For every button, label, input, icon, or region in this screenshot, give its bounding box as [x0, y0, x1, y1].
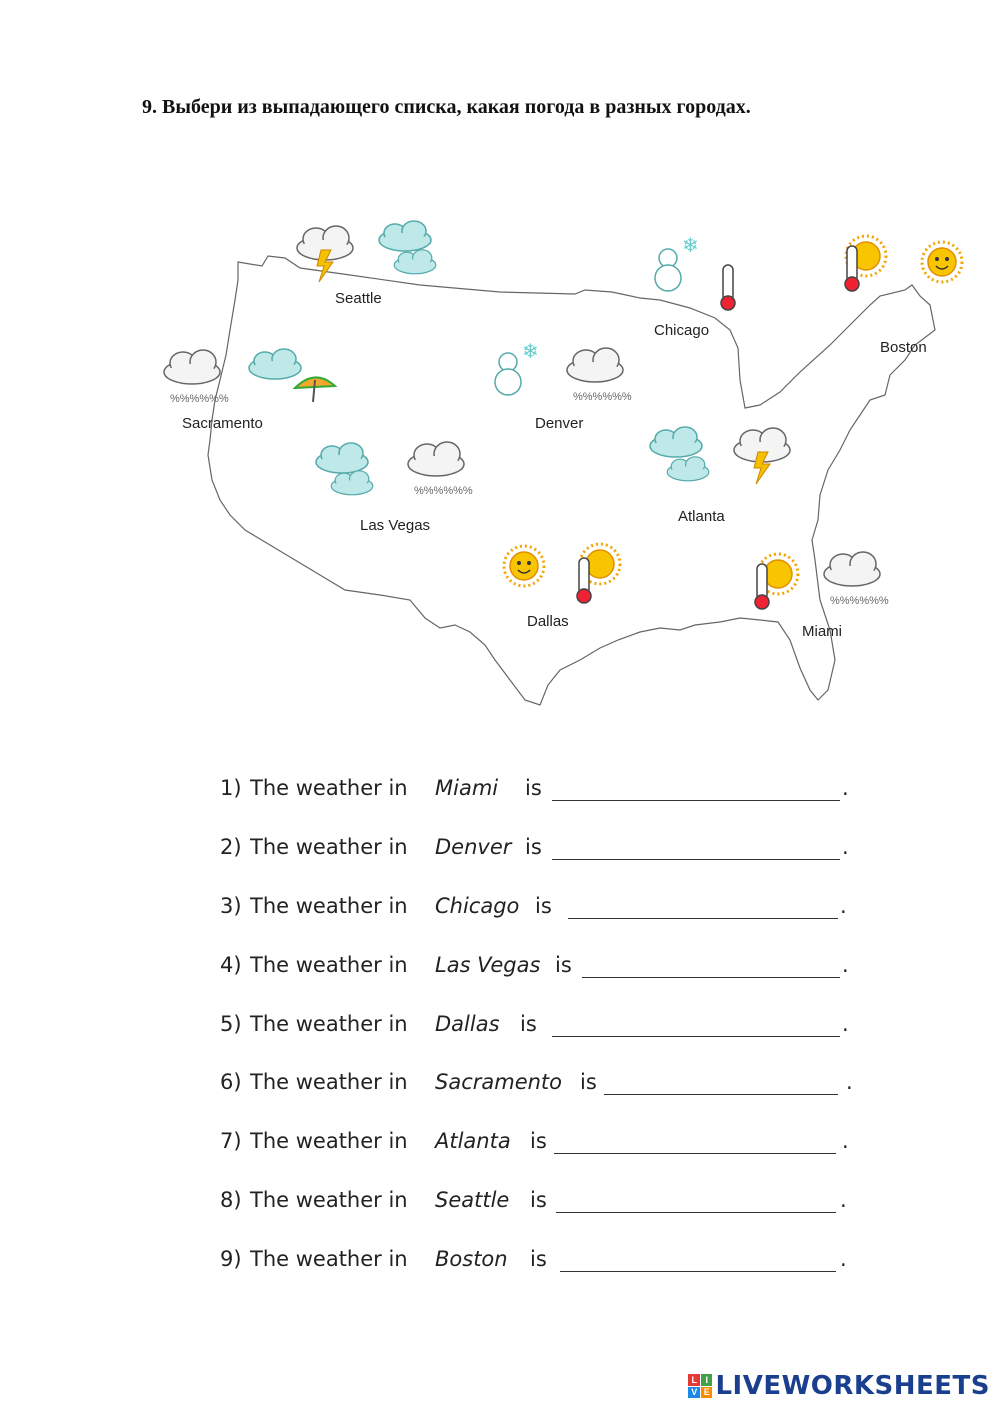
question-lead-text: The weather in	[250, 1070, 408, 1094]
question-end-period: .	[842, 835, 849, 859]
question-city: Atlanta	[435, 1129, 511, 1153]
question-is: is	[525, 776, 542, 800]
boston-smiling-sun-icon	[922, 242, 962, 282]
answer-blank[interactable]	[556, 1188, 836, 1213]
question-lead-text: The weather in	[250, 953, 408, 977]
question-city: Chicago	[435, 894, 520, 918]
city-label-miami: Miami	[802, 623, 842, 640]
question-is: is	[530, 1247, 547, 1271]
dallas-smiling-sun-icon	[504, 546, 544, 586]
question-is: is	[580, 1070, 597, 1094]
question-number: 1)	[220, 776, 242, 800]
question-lead-text: The weather in	[250, 1129, 408, 1153]
question-city: Dallas	[435, 1012, 500, 1036]
city-label-atlanta: Atlanta	[678, 508, 725, 525]
question-end-period: .	[842, 776, 849, 800]
question-end-period: .	[840, 894, 847, 918]
question-lead-text: The weather in	[250, 1188, 408, 1212]
question-end-period: .	[840, 1247, 847, 1271]
city-label-denver: Denver	[535, 415, 584, 432]
answer-blank[interactable]	[554, 1129, 836, 1154]
city-label-seattle: Seattle	[335, 290, 382, 307]
sacramento-rain-umbrella-icon	[249, 349, 335, 402]
question-number: 5)	[220, 1012, 242, 1036]
answer-blank[interactable]	[582, 953, 840, 978]
svg-text:%%%%%%: %%%%%%	[414, 485, 473, 497]
answer-blank[interactable]	[604, 1070, 838, 1095]
atlanta-storm-cloud-icon	[734, 428, 790, 484]
answer-blank[interactable]	[552, 835, 840, 860]
question-city: Miami	[435, 776, 499, 800]
svg-text:❄: ❄	[522, 341, 539, 363]
city-label-sacramento: Sacramento	[182, 415, 263, 432]
denver-snowman-icon	[495, 341, 539, 395]
liveworksheets-footer	[688, 1371, 990, 1401]
chicago-snowman-icon	[655, 235, 699, 291]
question-city: Seattle	[435, 1188, 510, 1212]
question-is: is	[555, 953, 572, 977]
question-lead-text: The weather in	[250, 894, 408, 918]
seattle-storm-cloud-icon	[297, 226, 353, 282]
answer-blank[interactable]	[560, 1247, 836, 1272]
question-city: Boston	[435, 1247, 508, 1271]
question-is: is	[530, 1129, 547, 1153]
sacramento-rain-cloud-icon	[164, 350, 229, 405]
liveworksheets-logo-icon: L I V E	[688, 1374, 712, 1398]
question-end-period: .	[842, 1012, 849, 1036]
question-lead-text: The weather in	[250, 835, 408, 859]
chicago-cold-thermometer-icon	[721, 265, 735, 310]
city-label-chicago: Chicago	[654, 322, 710, 339]
svg-text:%%%%%%: %%%%%%	[170, 393, 229, 405]
denver-rain-cloud-icon	[567, 348, 632, 403]
seattle-cloud-icon	[379, 221, 431, 251]
question-number: 9)	[220, 1247, 242, 1271]
question-number: 4)	[220, 953, 242, 977]
atlanta-cloud-icon	[650, 427, 702, 457]
question-number: 2)	[220, 835, 242, 859]
question-lead-text: The weather in	[250, 1012, 408, 1036]
city-label-boston: Boston	[880, 339, 927, 356]
city-label-las-vegas: Las Vegas	[360, 517, 431, 534]
question-is: is	[530, 1188, 547, 1212]
answer-blank[interactable]	[552, 776, 840, 801]
answer-blank[interactable]	[568, 894, 838, 919]
svg-text:❄: ❄	[682, 235, 699, 257]
question-number: 8)	[220, 1188, 242, 1212]
answer-blank[interactable]	[552, 1012, 840, 1037]
question-lead-text: The weather in	[250, 776, 408, 800]
question-city: Las Vegas	[435, 953, 541, 977]
question-end-period: .	[840, 1188, 847, 1212]
las-vegas-rain-cloud-icon	[408, 442, 473, 497]
svg-text:%%%%%%: %%%%%%	[830, 595, 889, 607]
miami-rain-cloud-icon	[824, 552, 889, 607]
las-vegas-cloud-icon	[316, 443, 368, 473]
exercise-title: 9. Выбери из выпадающего списка, какая погода в разных городах.	[142, 96, 751, 118]
city-label-dallas: Dallas	[527, 613, 569, 630]
question-city: Denver	[435, 835, 512, 859]
question-end-period: .	[842, 953, 849, 977]
question-number: 6)	[220, 1070, 242, 1094]
question-number: 7)	[220, 1129, 242, 1153]
question-lead-text: The weather in	[250, 1247, 408, 1271]
brand-name: LIVEWORKSHEETS	[715, 1371, 990, 1401]
question-number: 3)	[220, 894, 242, 918]
question-is: is	[525, 835, 542, 859]
question-city: Sacramento	[435, 1070, 563, 1094]
question-is: is	[520, 1012, 537, 1036]
question-is: is	[535, 894, 552, 918]
question-end-period: .	[846, 1070, 853, 1094]
question-end-period: .	[842, 1129, 849, 1153]
svg-text:%%%%%%: %%%%%%	[573, 391, 632, 403]
